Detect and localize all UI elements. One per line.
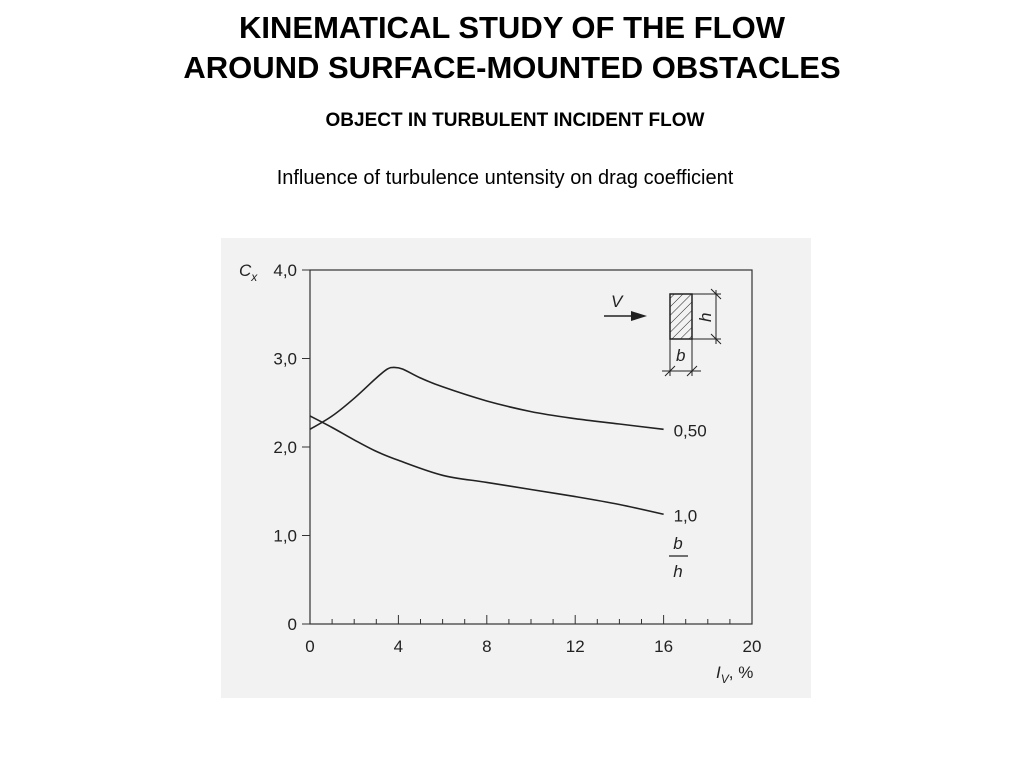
flow-arrow-icon — [631, 311, 647, 321]
series-line-1 — [310, 367, 664, 429]
chart-figure — [221, 238, 811, 698]
y-tick-label: 2,0 — [273, 438, 297, 457]
series-lines — [310, 367, 707, 525]
chart-caption: Influence of turbulence untensity on drag coefficient — [276, 167, 734, 189]
flow-velocity-label: V — [611, 292, 623, 311]
slide-subtitle: OBJECT IN TURBULENT INCIDENT FLOW — [325, 110, 705, 131]
x-tick-label: 20 — [742, 637, 762, 656]
slide-title — [0, 8, 1024, 88]
width-label: b — [676, 346, 686, 365]
y-tick-label: 4,0 — [273, 261, 297, 280]
series-line-2 — [310, 416, 664, 514]
obstacle-block — [670, 294, 692, 339]
x-axis-label: $I_V$, % — [716, 663, 754, 686]
height-label: h — [696, 312, 715, 322]
x-tick-label: 0 — [305, 637, 315, 656]
series-label-2: 1,0 — [673, 506, 698, 526]
y-tick-label: 3,0 — [273, 349, 297, 369]
legend-title-numerator: b — [673, 534, 683, 553]
x-tick-label: 8 — [482, 637, 492, 656]
y-tick-label: 0 — [287, 615, 297, 634]
x-tick-label: 16 — [654, 637, 674, 656]
legend-title-denominator: h — [673, 562, 683, 581]
series-label-1: 0,50 — [673, 421, 707, 441]
obstacle-inset-diagram — [604, 289, 721, 376]
y-axis-label: $C_x$ — [239, 261, 258, 284]
drag-coefficient-chart — [221, 238, 811, 698]
x-tick-label: 4 — [393, 637, 404, 656]
title-line-1: KINEMATICAL STUDY OF THE FLOW — [239, 10, 785, 45]
y-tick-label: 1,0 — [273, 526, 297, 546]
title-line-2: AROUND SURFACE-MOUNTED OBSTACLES — [183, 50, 841, 85]
x-tick-label: 12 — [565, 637, 585, 656]
